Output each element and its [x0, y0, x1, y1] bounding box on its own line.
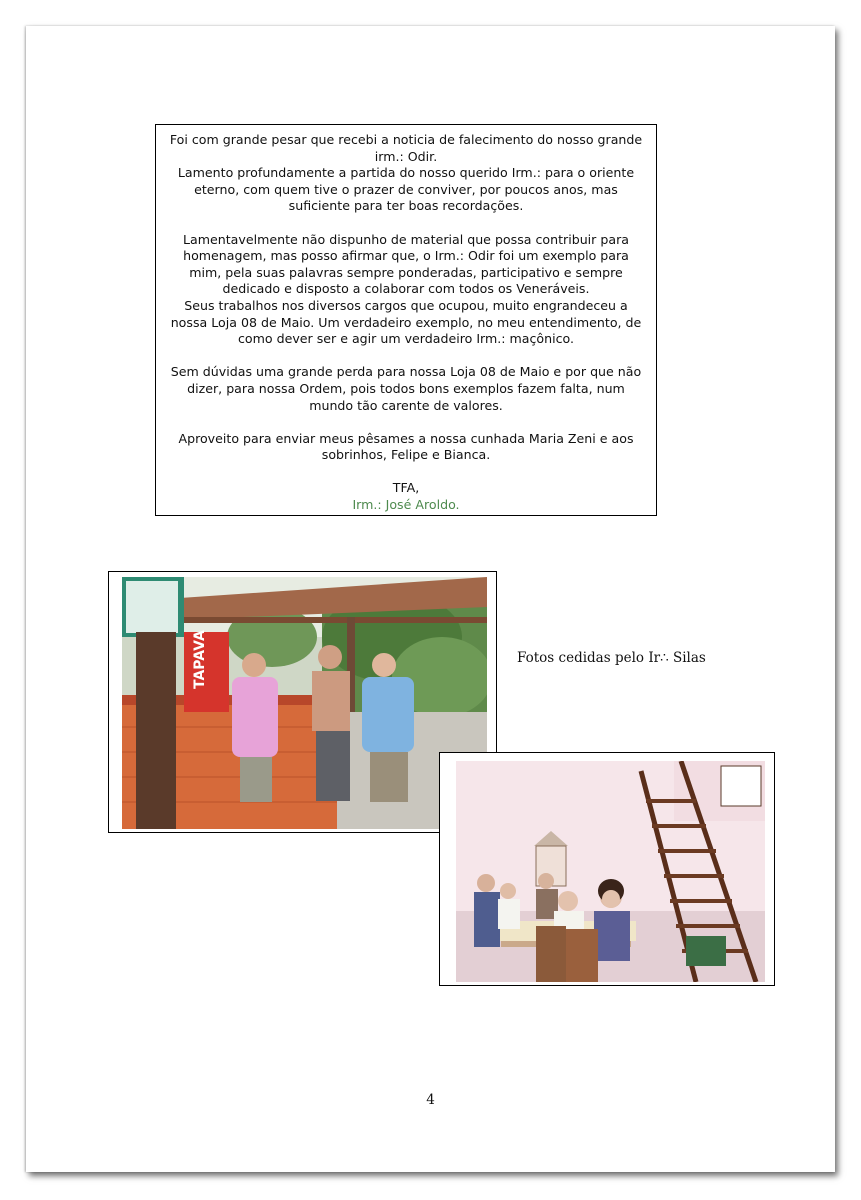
letter-paragraph-6: Aproveito para enviar meus pêsames a nossa cunhada Maria Zeni e aos sobrinhos, Felipe e Bianca.: [178, 430, 634, 463]
letter-paragraph-1: Foi com grande pesar que recebi a noticia de falecimento do nosso grande irm.: Odir.: [169, 132, 643, 164]
letter-paragraph-2: Lamento profundamente a partida do nosso querido Irm.: para o oriente eterno, com quem tive o prazer de conviver, por poucos anos, mas suficiente para ter boas recordações.: [177, 165, 635, 214]
letter-closing: TFA,: [392, 480, 420, 496]
letter-paragraph-4: Seus trabalhos nos diversos cargos que ocupou, muito engrandeceu a nossa Loja 08 de Maio. Um verdadeiro exemplo, no meu entendimento, de como dever ser e agir um verdadeiro Irm.: maçônico.: [170, 297, 642, 347]
photo-caption: Fotos cedidas pelo Ir∴ Silas: [517, 650, 706, 666]
photo-men-at-kiosk-image: [122, 577, 487, 829]
letter-paragraph-5: Sem dúvidas uma grande perda para nossa Loja 08 de Maio e por que não dizer, para nossa Ordem, pois todos bons exemplos fazem falta, num mundo tão carente de valores.: [170, 364, 642, 413]
condolence-letter-box: [155, 124, 657, 516]
letter-signature: Irm.: José Aroldo.: [352, 497, 460, 513]
page-number: 4: [426, 1092, 435, 1108]
photo-family-dinner: [439, 752, 775, 986]
photo-family-dinner-image: [456, 761, 765, 982]
letter-paragraph-3: Lamentavelmente não dispunho de material que possa contribuir para homenagem, mas posso afirmar que, o Irm.: Odir foi um exemplo para mim, pela suas palavras sempre ponderadas, participativo e sempre dedicado e disposto a colaborar com todos os Veneráveis.: [183, 231, 629, 297]
kiosk-sign-text: TAPAVA: [192, 630, 208, 689]
